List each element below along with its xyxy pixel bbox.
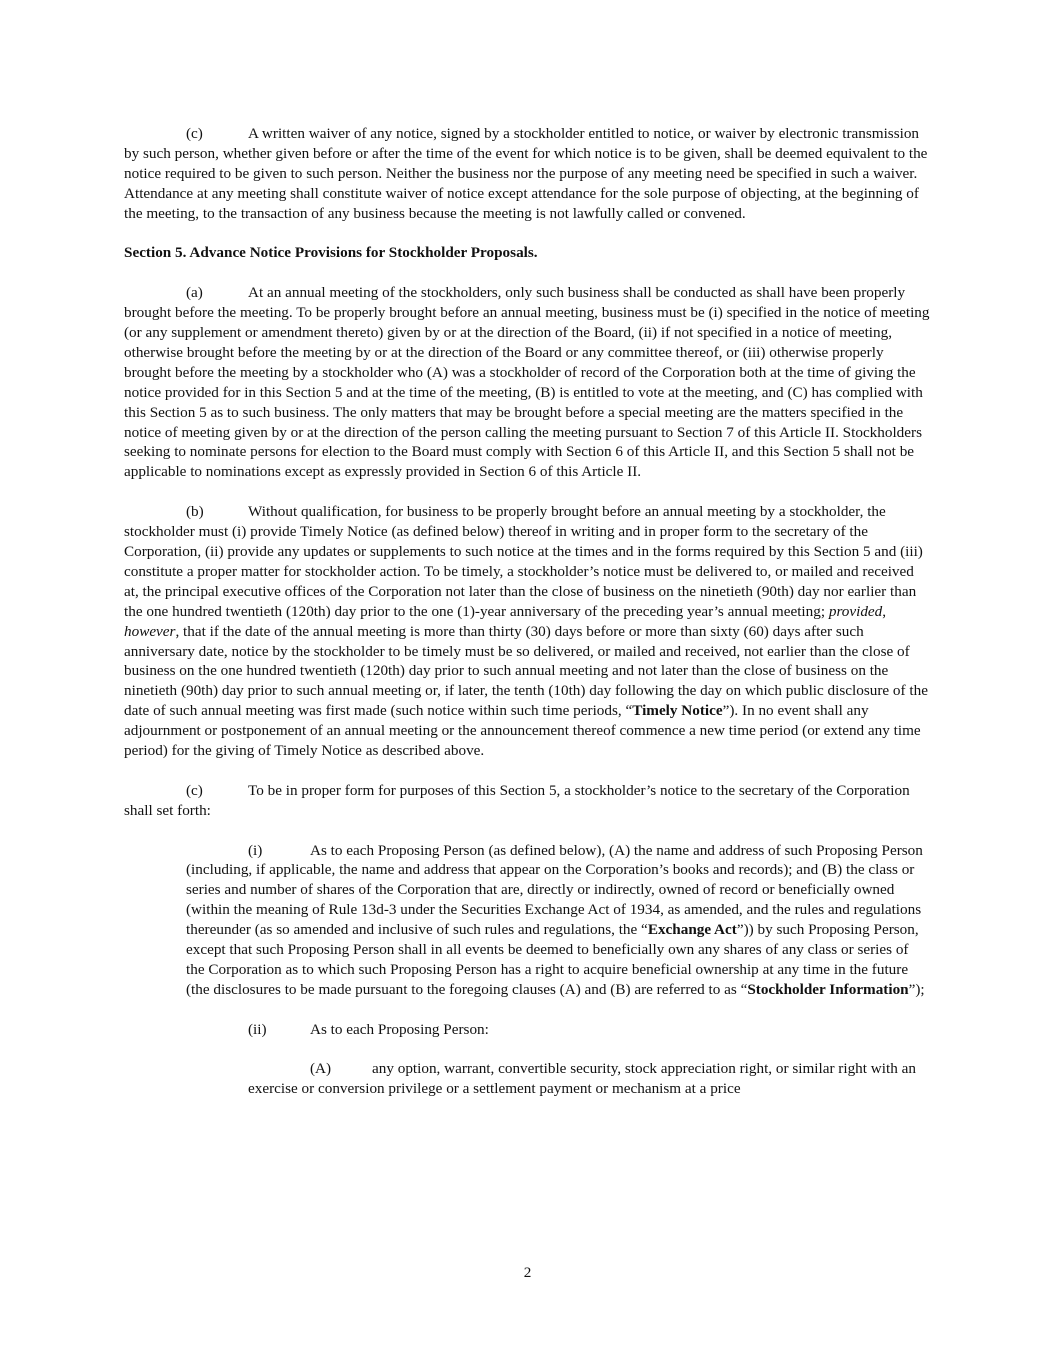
paragraph-label: (b) xyxy=(186,503,204,521)
paragraph-text: , that if the date of the annual meeting is more than thirty (30) days before or more than sixty (60) days after such anniversary date, notice by the stockholder to be timely must be so delivered, or mailed and received, not earlier than the close of business on the one hundred twentieth (120th) day prior to such annual meeting and not later than the close of business on the ninetieth (90th) day prior to such annual meeting or, if later, the tenth (10th) day following the day on which public disclosure of the date of such annual meeting was first made (such notice within such time periods, “ xyxy=(124,622,928,720)
section-heading: Section 5. Advance Notice Provisions for Stockholder Proposals. xyxy=(124,244,538,262)
paragraph-text: ”). In no event shall any adjournment or postponement of an annual meeting or the announcement thereof commence a new time period (or extend any time period) for the giving of Timely Notice as described above. xyxy=(124,702,921,760)
defined-term: Stockholder Information xyxy=(747,980,909,998)
paragraph-c-form xyxy=(124,781,930,821)
defined-term: Exchange Act xyxy=(647,921,737,939)
paragraph-c-waiver xyxy=(124,124,930,224)
defined-term: Timely Notice xyxy=(632,702,723,720)
item-text: ”); xyxy=(908,980,925,998)
paragraph-text: Without qualification, for business to be properly brought before an annual meeting by a stockholder, the stockholder must (i) provide Timely Notice (as defined below) thereof in writing and in proper form to the secretary of the Corporation, (ii) provide any updates or supplements to such notice at the times and in the forms required by this Section 5 and (iii) constitute a proper matter for stockholder action. To be timely, a stockholder’s notice must be delivered to, or mailed and received at, the principal executive offices of the Corporation not later than the close of business on the ninetieth (90th) day nor earlier than the one hundred twentieth (120th) day prior to the one (1)-year anniversary of the preceding year’s annual meeting; xyxy=(124,503,923,620)
item-text: ”)) by such Proposing Person, except that such Proposing Person shall in all events be deemed to beneficially own any shares of any class or series of the Corporation as to which such Proposing Person has a right to acquire beneficial ownership at any time in the future (the disclosures to be made pursuant to the foregoing clauses (A) and (B) are referred to as “ xyxy=(186,921,919,998)
item-text: any option, warrant, convertible security, stock appreciation right, or similar right with an exercise or conversion privilege or a settlement payment or mechanism at a price xyxy=(248,1060,916,1098)
paragraph-a xyxy=(124,283,930,482)
page-number: 2 xyxy=(523,1264,532,1281)
separator-text: , xyxy=(882,602,887,620)
item-text: As to each Proposing Person (as defined below), (A) the name and address of such Proposing Person (including, if applicable, the name and address that appear on the Corporation’s books and records); and (B) the class or series and number of shares of the Corporation that are, directly or indirectly, owned of record or beneficially owned (within the meaning of Rule 13d-3 under the Securities Exchange Act of 1934, as amended, and the rules and regulations thereunder (as so amended and inclusive of such rules and regulations, the “ xyxy=(186,841,923,939)
paragraph-b xyxy=(124,502,930,761)
italic-term: however xyxy=(124,622,176,640)
document-page xyxy=(124,124,930,1099)
paragraph-label: (a) xyxy=(186,284,203,302)
item-A xyxy=(248,1059,930,1099)
item-label: (ii) xyxy=(248,1020,267,1038)
item-ii xyxy=(186,1020,930,1040)
paragraph-label: (c) xyxy=(186,781,203,799)
paragraph-label: (c) xyxy=(186,125,203,142)
italic-term: provided xyxy=(828,602,883,620)
item-i xyxy=(186,841,930,1000)
paragraph-text: To be in proper form for purposes of this Section 5, a stockholder’s notice to the secretary of the Corporation shall set forth: xyxy=(124,781,910,819)
paragraph-text: A written waiver of any notice, signed by a stockholder entitled to notice, or waiver by electronic transmission by such person, whether given before or after the time of the event for which notice is to be given, shall be deemed equivalent to the notice required to be given to such person. Neither the business nor the purpose of any meeting need be specified in such a waiver. Attendance at any meeting shall constitute waiver of notice except attendance for the sole purpose of objecting, at the beginning of the meeting, to the transaction of any business because the meeting is not lawfully called or convened. xyxy=(124,125,928,222)
paragraph-text: At an annual meeting of the stockholders, only such business shall be conducted as shall have been properly brought before the meeting. To be properly brought before an annual meeting, business must be (i) specified in the notice of meeting (or any supplement or amendment thereto) given by or at the direction of the Board, (ii) if not specified in a notice of meeting, otherwise brought before the meeting by or at the direction of the Board or any committee thereof, or (iii) otherwise properly brought before the meeting by a stockholder who (A) was a stockholder of record of the Corporation both at the time of giving the notice provided for in this Section 5 and at the time of the meeting, (B) is entitled to vote at the meeting, and (C) has complied with this Section 5 as to such business. The only matters that may be brought before a special meeting are the matters specified in the notice of meeting given by or at the direction of the person calling the meeting pursuant to Section 7 of this Article II. Stockholders seeking to nominate persons for election to the Board must comply with Section 6 of this Article II, and this Section 5 shall not be applicable to nominations except as expressly provided in Section 6 of this Article II. xyxy=(124,284,930,481)
item-label: (A) xyxy=(310,1060,332,1078)
item-label: (i) xyxy=(248,841,263,859)
item-text: As to each Proposing Person: xyxy=(310,1020,489,1038)
